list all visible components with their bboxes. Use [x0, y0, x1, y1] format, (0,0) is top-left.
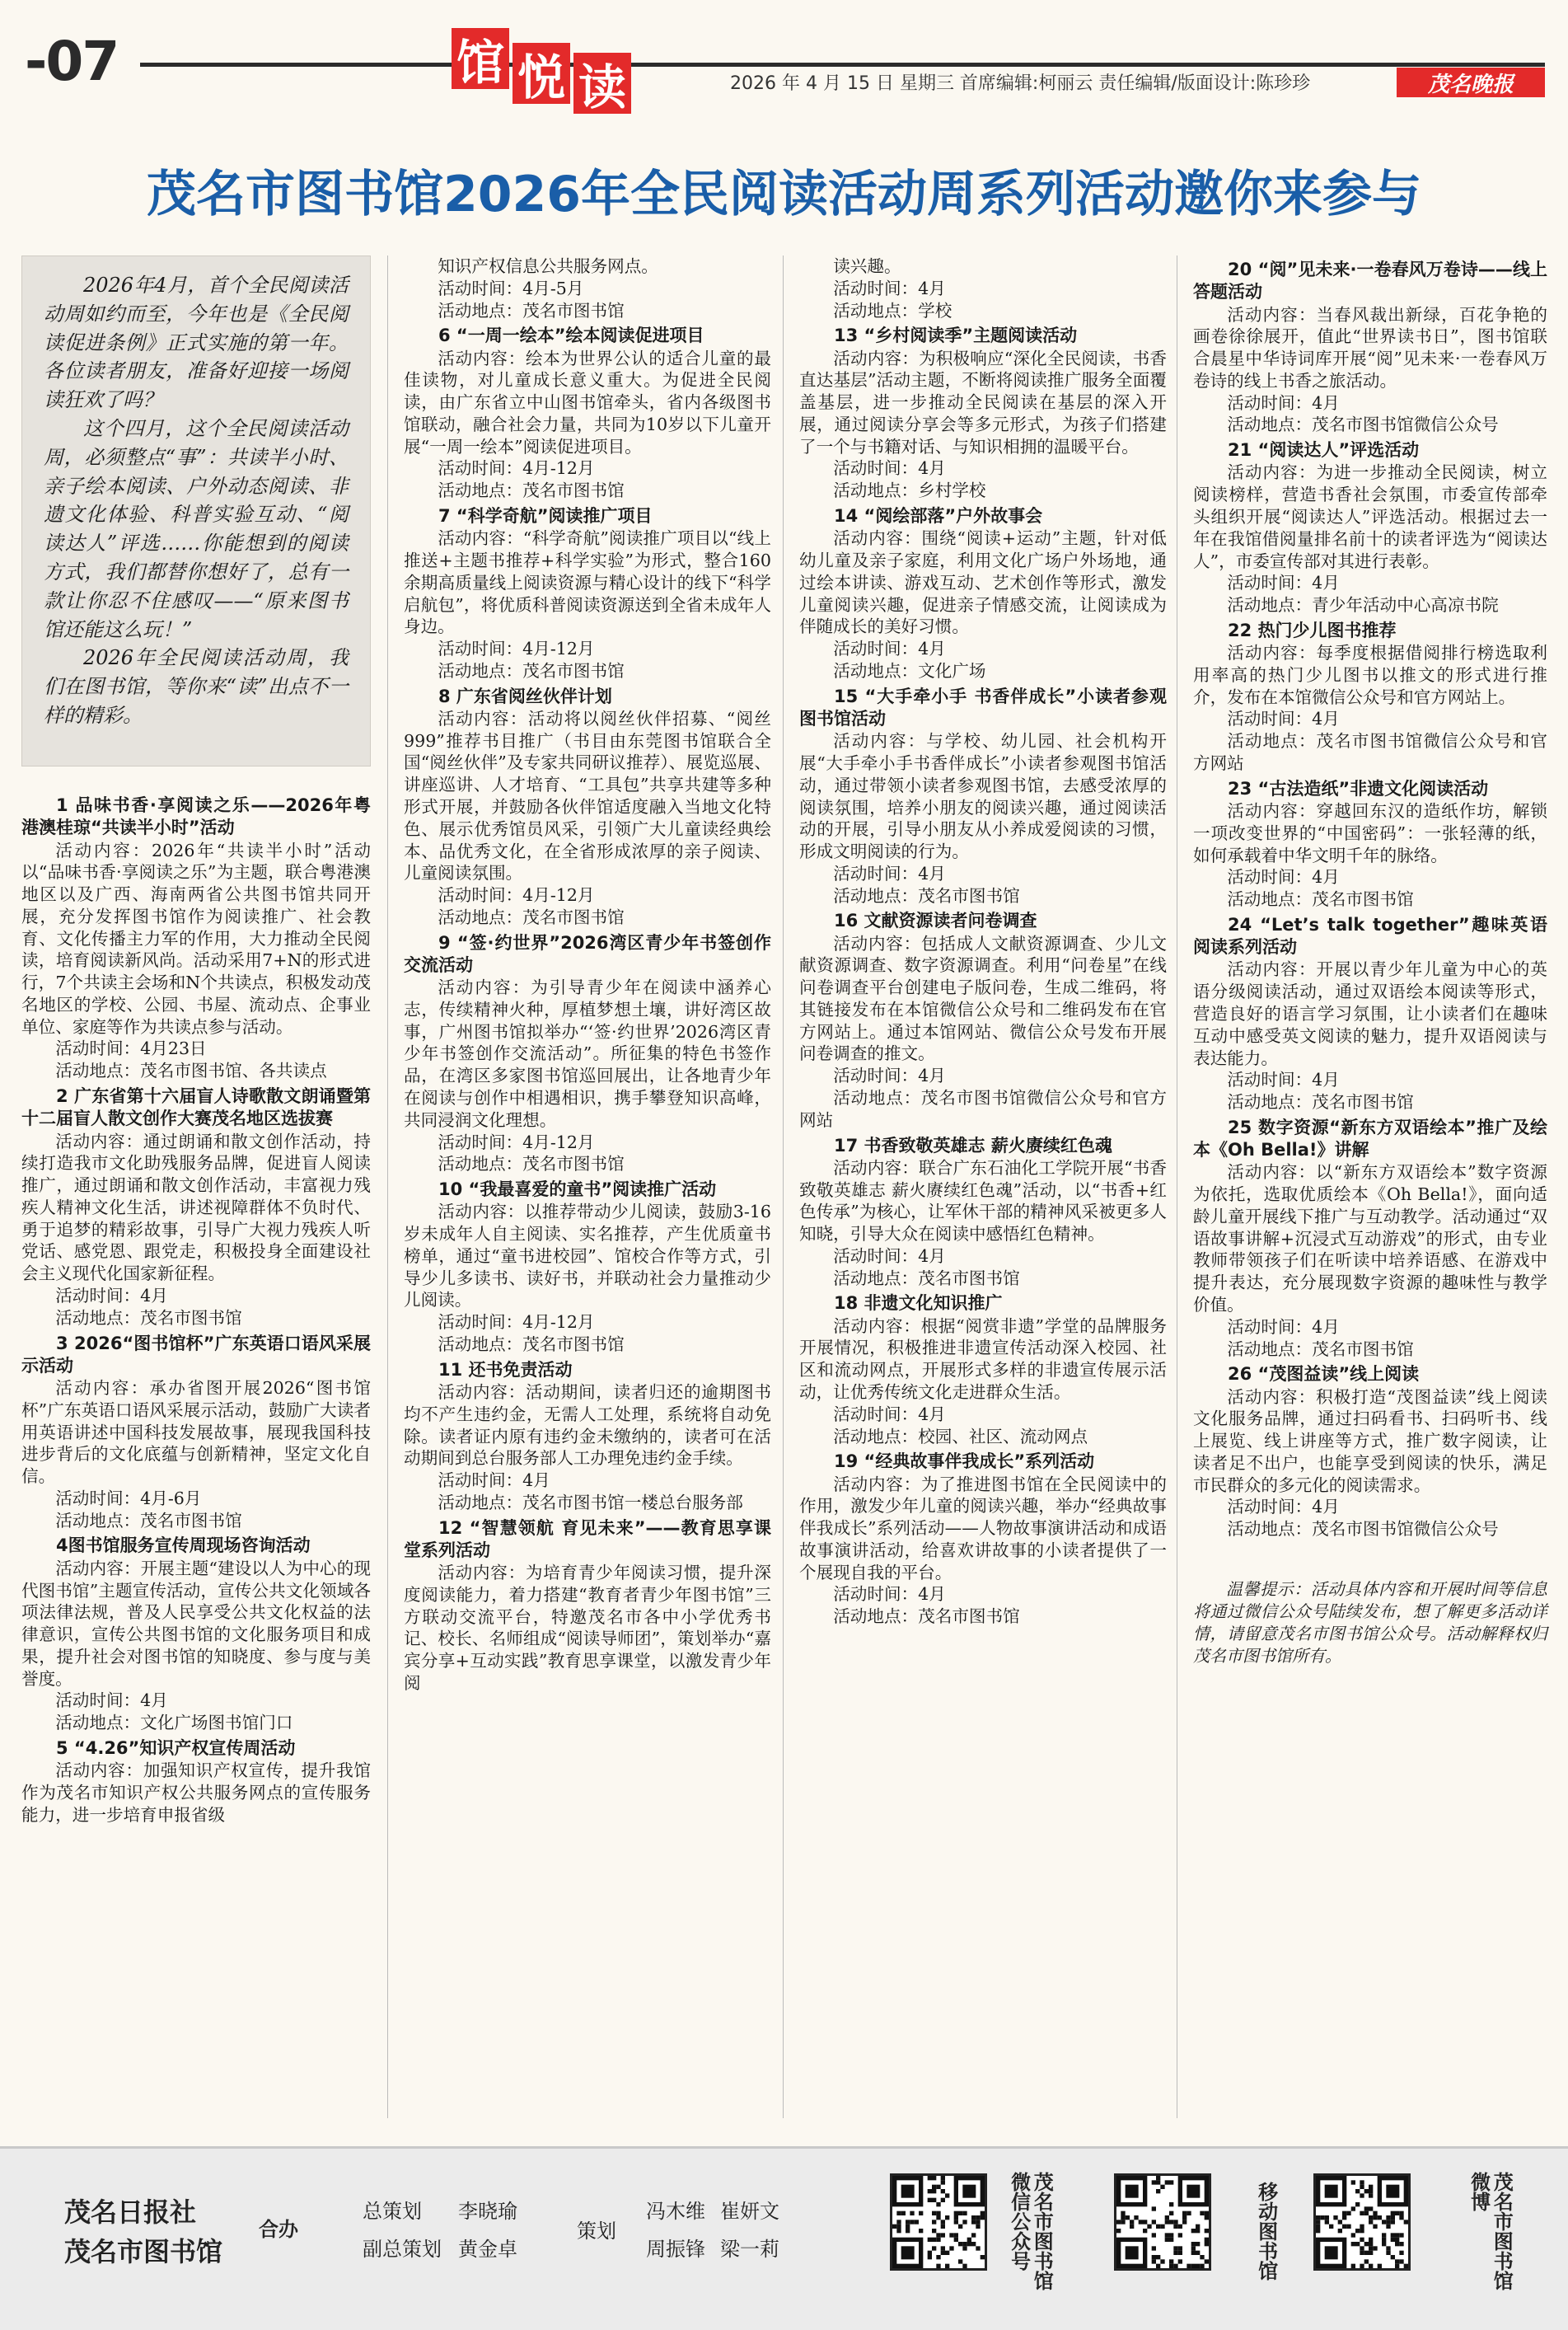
activity-content: 活动内容：开展主题“建设以人为中心的现代图书馆”主题宣传活动，宣传公共文化领域各项法律法规，普及人民享受公共文化权益的法律意识，宣传公共图书馆的文化服务项目和成果，提升社会对图书馆的知晓度、参与度与美誉度。 [21, 1558, 371, 1689]
activity-time: 活动时间：4月-12月 [438, 458, 595, 479]
activity-title: 9 “签·约世界”2026湾区青少年书签创作交流活动 [404, 932, 771, 975]
activity-content: 活动内容：2026年“共读半小时”活动以“品味书香·享阅读之乐”为主题，联合粤港澳地区以及广西、海南两省公共图书馆共同开展，充分发挥图书馆作为阅读推广、社会教育、文化传播主力军的作用，大力推动全民阅读，培育阅读新风尚。活动采用7+N的形式进行，7个共读主会场和N个共读点，积极发动茂名地区的学校、公园、书屋、流动点、企事业单位、家庭等作为共读点参与活动。 [21, 840, 371, 1037]
activity-place: 活动地点：茂名市图书馆 [438, 1154, 625, 1174]
activity-place: 活动地点：茂名市图书馆 [1227, 889, 1414, 910]
activity-title: 15 “大手牵小手 书香伴成长”小读者参观图书馆活动 [799, 686, 1167, 729]
activity-time: 活动时间：4月-5月 [438, 278, 584, 298]
activity-content: 活动内容：包括成人文献资源调查、少儿文献资源调查、数字资源调查。利用“问卷星”在线问卷调查平台创建电子版问卷，生成二维码，将其链接发布在本馆微信公众号和二维码发布在官方网站上。通过本馆网站、微信公众号发布开展问卷调查的推文。 [799, 933, 1167, 1064]
activity-content: 活动内容：当春风裁出新绿，百花争艳的画卷徐徐展开，值此“世界读书日”，图书馆联合晨星中华诗词库开展“阅”见未来·一卷春风万卷诗的线上书香之旅活动。 [1193, 304, 1547, 391]
intro-paragraph: 这个四月，这个全民阅读活动周，必须整点“事”：共读半小时、亲子绘本阅读、户外动态阅读、非遗文化体验、科普实验互动、“阅读达人”评选……你能想到的阅读方式，我们都替你想好了，总有一款让你忍不住感叹——“原来图书馆还能这么玩！” [44, 416, 349, 641]
activity-place: 活动地点：茂名市图书馆 [833, 1606, 1020, 1627]
activity-time: 活动时间：4月 [833, 458, 946, 479]
activity-item [799, 1451, 1167, 1628]
activity-title: 21 “阅读达人”评选活动 [1228, 440, 1420, 461]
activity-place: 活动地点：茂名市图书馆 [438, 907, 625, 927]
activity-place: 活动地点：茂名市图书馆微信公众号 [1227, 415, 1499, 435]
team-member: 冯木维 [646, 2200, 705, 2223]
activity-item [1193, 259, 1547, 436]
column-divider [783, 256, 784, 2118]
activity-time: 活动时间：4月 [833, 278, 946, 298]
activity-title: 3 2026“图书馆杯”广东英语口语风采展示活动 [21, 1333, 371, 1376]
activity-item [21, 795, 371, 1082]
qr-label-wechat: 茂名市图书馆 微信公众号 [1007, 2172, 1054, 2290]
activity-time: 活动时间：4月-12月 [438, 1132, 595, 1152]
deputy-name: 黄金卓 [458, 2238, 517, 2261]
headline: 茂名市图书馆2026年全民阅读活动周系列活动邀你来参与 [147, 166, 1421, 223]
activity-item [799, 1135, 1167, 1290]
activity-title: 8 广东省阅丝伙伴计划 [438, 686, 612, 706]
activity-place: 活动地点：茂名市图书馆 [55, 1510, 242, 1531]
activity-place: 活动地点：文化广场 [833, 660, 986, 681]
activity-content: 活动内容：为了推进图书馆在全民阅读中的作用，激发少年儿童的阅读兴趣，举办“经典故事伴我成长”系列活动——人物故事演讲活动和成语故事演讲活动，给喜欢讲故事的小读者提供了一个展现自我的平台。 [799, 1474, 1167, 1582]
activity-title: 1 品味书香·享阅读之乐——2026年粤港澳桂琼“共读半小时”活动 [21, 795, 371, 838]
team-label: 策划 [577, 2220, 616, 2243]
activity-item [799, 256, 1167, 321]
activity-item [404, 1179, 771, 1356]
org-1: 茂名日报社 [64, 2196, 197, 2228]
activity-item [404, 325, 771, 502]
activity-title: 23 “古法造纸”非遗文化阅读活动 [1228, 778, 1489, 799]
activity-content: 活动内容：根据“阅赏非遗”学堂的品牌服务开展情况，积极推进非遗宣传活动深入校园、社区和流动网点，开展形式多样的非遗宣传展示活动，让优秀传统文化走进群众生活。 [799, 1315, 1167, 1402]
activity-time: 活动时间：4月 [833, 1066, 946, 1086]
activity-time: 活动时间：4月 [833, 863, 946, 884]
activity-place: 活动地点：茂名市图书馆 [833, 1268, 1020, 1288]
activity-content: 活动内容：为进一步推动全民阅读，树立阅读榜样，营造书香社会氛围，市委宣传部牵头组织开展“阅读达人”评选活动。根据过去一年在我馆借阅量排名前十的读者评选为“阅读达人”，市委宣传部对其进行表彰。 [1193, 462, 1547, 571]
activity-title: 12 “智慧领航 育见未来”——教育思享课堂系列活动 [404, 1517, 771, 1560]
activity-content: 活动内容：活动期间，读者归还的逾期图书均不产生违约金，无需人工处理，系统将自动免除。读者证内原有违约金未缴纳的，读者可在活动期间到总台服务部人工办理免违约金手续。 [404, 1382, 771, 1469]
activity-title: 19 “经典故事伴我成长”系列活动 [834, 1451, 1095, 1472]
activity-time: 活动时间：4月 [1227, 867, 1340, 888]
column-1 [21, 791, 371, 1829]
activity-content: 活动内容：积极打造“茂图益读”线上阅读文化服务品牌，通过扫码看书、扫码听书、线上展览、线上讲座等方式，推广数字阅读，让读者足不出户，也能享受到阅读的快乐，满足市民群众的多元化的阅读需求。 [1193, 1386, 1547, 1495]
activity-time: 活动时间：4月 [438, 1470, 550, 1491]
mobile-library-qr-code[interactable] [1114, 2173, 1211, 2271]
activity-content: 活动内容：活动将以阅丝伙伴招募、“阅丝999”推荐书目推广（书目由东莞图书馆联合全国“阅丝伙伴”及专家共同研议推荐）、展览巡展、讲座巡讲、人才培育、“工具包”共享共建等多种形式开展，并鼓励各伙伴馆适度融入当地文化特色、展示优秀馆员风采，引领广大儿童读经典绘本、品优秀文化，在全省形成浓厚的亲子阅读、儿童阅读氛围。 [404, 708, 771, 884]
team-member: 周振锋 [646, 2238, 705, 2261]
activity-content: 活动内容：承办省图开展2026“图书馆杯”广东英语口语风采展示活动，鼓励广大读者用英语讲述中国科技发展故事，展现我国科技进步背后的文化底蕴与创新精神，坚定文化自信。 [21, 1378, 371, 1487]
activity-place: 活动地点：茂名市图书馆、各共读点 [55, 1061, 327, 1081]
intro-paragraph: 2026年全民阅读活动周，我们在图书馆，等你来“读”出点不一样的精彩。 [44, 646, 349, 727]
weibo-qr-code[interactable] [1313, 2173, 1411, 2271]
activity-item [404, 1517, 771, 1695]
activity-title: 4图书馆服务宣传周现场咨询活动 [56, 1535, 311, 1556]
section-char-2: 悦 [513, 43, 570, 104]
qr-label-weibo: 茂名市图书馆 微博 [1467, 2172, 1514, 2290]
activity-time: 活动时间：4月23日 [55, 1038, 207, 1059]
activity-place: 活动地点：茂名市图书馆 [1227, 1092, 1414, 1113]
activity-time: 活动时间：4月 [833, 1404, 946, 1424]
intro-box [21, 256, 371, 767]
activity-place: 活动地点：青少年活动中心高凉书院 [1227, 595, 1499, 616]
activity-time: 活动时间：4月-12月 [438, 1312, 595, 1333]
activity-place: 活动地点：文化广场图书馆门口 [55, 1713, 293, 1733]
paper-logo: 茂名晚报 [1397, 68, 1545, 97]
activity-place: 活动地点：学校 [833, 300, 953, 321]
activity-content: 活动内容：穿越回东汉的造纸作坊，解锁一项改变世界的“中国密码”：一张轻薄的纸，如何承载着中华文明千年的脉络。 [1193, 801, 1547, 865]
activity-place: 活动地点：茂名市图书馆 [438, 300, 625, 321]
activity-item [21, 1085, 371, 1329]
activity-item [1193, 914, 1547, 1113]
activity-place: 活动地点：茂名市图书馆微信公众号和官方网站 [1193, 731, 1547, 773]
activity-content: 活动内容：每季度根据借阅排行榜选取利用率高的热门少儿图书以推文的形式进行推介，发布在本馆微信公众号和官方网站上。 [1193, 643, 1547, 707]
activity-item [799, 325, 1167, 502]
activity-time: 活动时间：4月 [1227, 392, 1340, 413]
column-divider [387, 256, 388, 2118]
activity-place: 活动地点：乡村学校 [833, 481, 986, 501]
activity-place: 活动地点：茂名市图书馆 [438, 660, 625, 681]
activity-content: 活动内容：为引导青少年在阅读中涵养心志，传续精神火种，厚植梦想土壤，讲好湾区故事，广州图书馆拟举办“‘签·约世界’2026湾区青少年书签创作交流活动”。所征集的特色书签作品，在湾区多家图书馆巡回展出，让各地青少年在阅读与创作中相遇相识，携手攀登知识高峰，共同浸润文化理想。 [404, 977, 771, 1130]
activity-item [404, 256, 771, 321]
activity-content: 活动内容：为积极响应“深化全民阅读，书香直达基层”活动主题，不断将阅读推广服务全面覆盖基层，进一步推动全民阅读在基层的深入开展，通过阅读分享会等多元形式，为孩子们搭建了一个与书籍对话、与知识相拥的温暖平台。 [799, 348, 1167, 457]
wechat-qr-code[interactable] [890, 2173, 987, 2271]
activity-content: 活动内容：以推荐带动少儿阅读，鼓励3-16岁未成年人自主阅读、实名推荐，产生优质童书榜单，通过“童书进校园”、馆校合作等方式，引导少儿多读书、读好书，并联动社会力量推动少儿阅读。 [404, 1202, 771, 1310]
activity-title: 26 “茂图益读”线上阅读 [1228, 1364, 1420, 1385]
activity-title: 20 “阅”见未来·一卷春风万卷诗——线上答题活动 [1193, 260, 1547, 302]
activity-content: 活动内容：通过朗诵和散文创作活动，持续打造我市文化助残服务品牌，促进盲人阅读推广，通过朗诵和散文创作活动，丰富视力残疾人精神文化生活，讲述视障群体不负时代、勇于追梦的精彩故事，引导广大视力残疾人听党话、感党恩、跟党走，积极投身全面建设社会主义现代化国家新征程。 [21, 1131, 371, 1284]
activity-place: 活动地点：茂名市图书馆 [833, 885, 1020, 906]
activity-title: 16 文献资源读者问卷调查 [834, 911, 1037, 931]
activity-item [1193, 620, 1547, 775]
activity-item [21, 1333, 371, 1532]
activity-place: 活动地点：茂名市图书馆 [438, 481, 625, 501]
activity-item [404, 932, 771, 1175]
activity-item [799, 686, 1167, 907]
activity-item [404, 686, 771, 929]
activity-time: 活动时间：4月-12月 [438, 885, 595, 906]
activity-time: 活动时间：4月 [55, 1285, 168, 1306]
activity-place: 活动地点：茂名市图书馆 [1227, 1338, 1414, 1359]
activity-content: 活动内容：以“新东方双语绘本”数字资源为依托，选取优质绘本《Oh Bella!》，面向适龄儿童开展线下推广与互动教学。活动通过“双语故事讲解+沉浸式互动游戏”的形式，由专业教师带领孩子们在听读中培养语感、在游戏中提升表达，充分展现数字资源的趣味性与教学价值。 [1193, 1162, 1547, 1315]
activity-title: 25 数字资源“新东方双语绘本”推广及绘本《Oh Bella!》讲解 [1193, 1117, 1547, 1160]
header-meta: 2026 年 4 月 15 日 星期三 首席编辑:柯丽云 责任编辑/版面设计:陈珍珍 [730, 73, 1311, 94]
team-member: 梁一莉 [720, 2238, 779, 2261]
qr-label-mobile: 移动图书馆 [1254, 2182, 1278, 2281]
activity-content: 活动内容：绘本为世界公认的适合儿童的最佳读物，对儿童成长意义重大。为促进全民阅读，由广东省立中山图书馆牵头，省内各级图书馆联动，融合社会力量，共同为10岁以下儿童开展“一周一绘本”阅读促进项目。 [404, 348, 771, 457]
activity-place: 活动地点：茂名市图书馆微信公众号和官方网站 [799, 1087, 1167, 1130]
activity-place: 活动地点：茂名市图书馆 [55, 1307, 242, 1328]
activity-time: 活动时间：4月 [833, 1584, 946, 1605]
activity-title: 17 书香致敬英雄志 薪火赓续红色魂 [834, 1135, 1112, 1156]
activity-item [1193, 439, 1547, 616]
activity-item [1193, 778, 1547, 911]
activity-time: 活动时间：4月 [833, 639, 946, 659]
activity-title: 13 “乡村阅读季”主题阅读活动 [834, 326, 1078, 346]
activity-time: 活动时间：4月 [1227, 1316, 1340, 1337]
footer [0, 2146, 1568, 2330]
deputy-label: 副总策划 [363, 2238, 442, 2261]
activity-item [799, 505, 1167, 682]
activity-item [1193, 1363, 1547, 1540]
activity-content: 活动内容：联合广东石油化工学院开展“书香致敬英雄志 薪火赓续红色魂”活动，以“书香+红色传承”为核心，让军休干部的精神风采被更多人知晓，引导大众在阅读中感悟红色精神。 [799, 1157, 1167, 1245]
org-2: 茂名市图书馆 [64, 2236, 223, 2267]
activity-place: 活动地点：校园、社区、流动网点 [833, 1426, 1088, 1446]
activity-title: 6 “一周一绘本”绘本阅读促进项目 [438, 326, 704, 346]
activity-content: 活动内容：“科学奇航”阅读推广项目以“线上推送+主题书推荐+科学实验”为形式，整合160余期高质量线上阅读资源与精心设计的线下“科学启航包”，将优质科普阅读资源送到全省未成年人身边。 [404, 528, 771, 637]
activity-item [21, 1535, 371, 1733]
header-rule [140, 63, 1545, 67]
activity-title: 18 非遗文化知识推广 [834, 1293, 1003, 1314]
activity-item [1193, 1117, 1547, 1360]
activity-time: 活动时间：4月 [1227, 1070, 1340, 1090]
section-char-1: 馆 [452, 28, 509, 89]
activity-title: 5 “4.26”知识产权宣传周活动 [56, 1737, 296, 1758]
activity-time: 活动时间：4月 [55, 1690, 168, 1711]
column-3 [799, 256, 1167, 1631]
joint-label: 合办 [259, 2218, 298, 2241]
activity-content: 活动内容：加强知识产权宣传，提升我馆作为茂名市知识产权公共服务网点的宣传服务能力，进一步培育申报省级 [21, 1760, 371, 1825]
activity-time: 活动时间：4月 [1227, 573, 1340, 593]
planner-name: 李晓瑜 [458, 2200, 517, 2223]
activity-time: 活动时间：4月 [1227, 1497, 1340, 1517]
section-char-3: 读 [573, 53, 631, 114]
activity-title: 22 热门少儿图书推荐 [1228, 620, 1397, 640]
activity-item [799, 1292, 1167, 1447]
activity-title: 7 “科学奇航”阅读推广项目 [438, 505, 653, 526]
activity-title: 2 广东省第十六届盲人诗歌散文朗诵暨第十二届盲人散文创作大赛茂名地区选拔赛 [21, 1086, 371, 1129]
activity-title: 10 “我最喜爱的童书”阅读推广活动 [438, 1179, 717, 1200]
activity-item [404, 1359, 771, 1514]
activity-time: 活动时间：4月 [1227, 709, 1340, 729]
activity-item [21, 1737, 371, 1826]
warm-tip: 温馨提示：活动具体内容和开展时间等信息将通过微信公众号陆续发布，想了解更多活动详情，请留意茂名市图书馆公众号。活动解释权归茂名市图书馆所有。 [1193, 1578, 1547, 1666]
activity-content: 活动内容：围绕“阅读+运动”主题，针对低幼儿童及亲子家庭，利用文化广场户外场地，通过绘本讲读、游戏互动、艺术创作等形式，激发儿童阅读兴趣，促进亲子情感交流，让阅读成为伴随成长的美好习惯。 [799, 528, 1167, 637]
activity-place: 活动地点：茂名市图书馆微信公众号 [1227, 1519, 1499, 1540]
activity-content: 读兴趣。 [833, 256, 901, 276]
activity-place: 活动地点：茂名市图书馆 [438, 1334, 625, 1354]
column-2 [404, 256, 771, 1698]
activity-item [404, 505, 771, 682]
activity-item [799, 910, 1167, 1131]
activity-title: 24 “Let’s talk together”趣味英语阅读系列活动 [1193, 914, 1547, 958]
team-member: 崔妍文 [720, 2200, 779, 2223]
activity-time: 活动时间：4月 [833, 1245, 946, 1266]
activity-content: 活动内容：与学校、幼儿园、社会机构开展“大手牵小手书香伴成长”小读者参观图书馆活动，通过带领小读者参观图书馆，去感受浓厚的阅读氛围，培养小朋友的阅读兴趣，通过阅读活动的开展，引导小朋友从小养成爱阅读的习惯，形成文明阅读的行为。 [799, 731, 1167, 862]
activity-title: 14 “阅绘部落”户外故事会 [834, 505, 1043, 526]
activity-place: 活动地点：茂名市图书馆一楼总台服务部 [438, 1492, 743, 1512]
activity-time: 活动时间：4月-12月 [438, 639, 595, 659]
column-4 [1193, 256, 1547, 1667]
page-number: -07 [25, 30, 119, 93]
activity-title: 11 还书免责活动 [438, 1359, 573, 1380]
activity-content: 活动内容：开展以青少年儿童为中心的英语分级阅读活动，通过双语绘本阅读等形式，营造良好的语言学习氛围，让小读者们在趣味互动中感受英文阅读的魅力，提升双语阅读与表达能力。 [1193, 959, 1547, 1068]
activity-content: 知识产权信息公共服务网点。 [438, 256, 658, 276]
activity-time: 活动时间：4月-6月 [55, 1488, 202, 1508]
planner-label: 总策划 [363, 2200, 422, 2223]
activity-content: 活动内容：为培育青少年阅读习惯，提升深度阅读能力，着力搭建“教育者青少年图书馆”三方联动交流平台，特邀茂名市各中小学优秀书记、校长、名师组成“阅读导师团”，策划举办“嘉宾分享+互动实践”教育思享课堂，以激发青少年阅 [404, 1563, 771, 1694]
intro-paragraph: 2026年4月，首个全民阅读活动周如约而至，今年也是《全民阅读促进条例》正式实施的第一年。各位读者朋友，准备好迎接一场阅读狂欢了吗？ [44, 274, 349, 412]
